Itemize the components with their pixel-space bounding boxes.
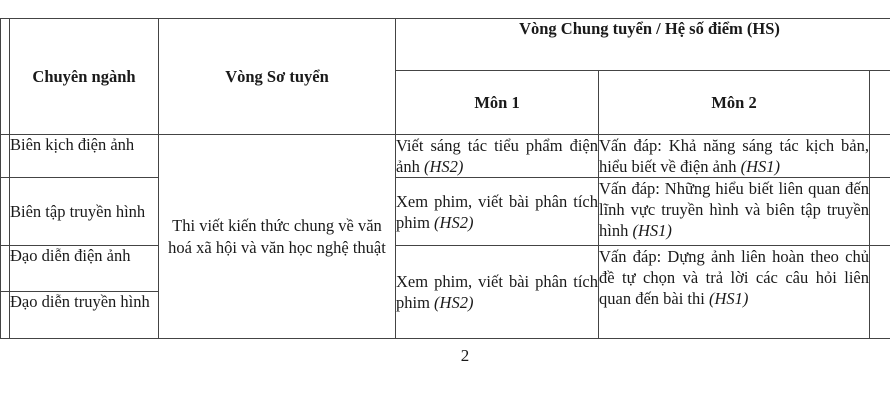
preliminary-cell: Thi viết kiến thức chung về văn hoá xã hội và văn học nghệ thuật — [159, 135, 396, 339]
subject2-text: Vấn đáp: Những hiểu biết liên quan đến lĩnh vực truyền hình và biên tập truyền hình — [599, 179, 869, 240]
subject2-text: Vấn đáp: Dựng ảnh liên hoàn theo chủ đề tự chọn và trả lời các câu hỏi liên quan đến bài thi — [599, 247, 869, 308]
stub-cell — [1, 246, 10, 292]
subject1-cell — [396, 135, 599, 178]
major-cell: Biên kịch điện ảnh — [10, 135, 159, 178]
subject2-cell — [599, 246, 870, 339]
subject3-cell — [870, 246, 890, 339]
major-cell: Đạo diễn điện ảnh — [10, 246, 159, 292]
header-preliminary: Vòng Sơ tuyển — [159, 19, 396, 135]
header-subject3-cutoff — [870, 71, 890, 135]
header-final-round: Vòng Chung tuyển / Hệ số điểm (HS) — [396, 19, 890, 71]
subject1-coef: (HS2) — [423, 157, 464, 176]
subject2-cell — [599, 178, 870, 246]
major-cell: Đạo diễn truyền hình — [10, 292, 159, 339]
stub-cell — [1, 19, 10, 135]
subject1-text: Xem phim, viết bài phân tích phim — [396, 272, 598, 312]
stub-cell — [1, 178, 10, 246]
subject1-cell — [396, 246, 599, 339]
stub-cell — [1, 292, 10, 339]
subject1-coef: (HS2) — [434, 212, 474, 232]
subject2-text: Vấn đáp: Khả năng sáng tác kịch bản, hiểu biết về điện ảnh — [599, 136, 869, 176]
subject1-coef: (HS2) — [434, 293, 474, 312]
stub-cell — [1, 135, 10, 178]
subject3-cell — [870, 178, 890, 246]
header-row — [1, 19, 890, 71]
header-major: Chuyên ngành — [10, 19, 159, 135]
header-subject2: Môn 2 — [599, 71, 870, 135]
header-subject1: Môn 1 — [396, 71, 599, 135]
subject1-text: Xem phim, viết bài phân tích phim — [396, 191, 598, 232]
subject2-cell — [599, 135, 870, 178]
subject2-coef: (HS1) — [740, 157, 780, 176]
major-cell: Biên tập truyền hình — [10, 178, 159, 246]
subject2-coef: (HS1) — [708, 289, 749, 308]
page-number: 2 — [460, 346, 470, 365]
table-row — [1, 246, 890, 292]
subject1-text: Viết sáng tác tiểu phẩm điện ảnh — [396, 136, 598, 176]
subject1-cell — [396, 178, 599, 246]
table-row — [1, 135, 890, 178]
admissions-table — [0, 18, 890, 339]
table-row — [1, 178, 890, 246]
subject2-coef: (HS1) — [632, 221, 672, 240]
subject3-cell — [870, 135, 890, 178]
